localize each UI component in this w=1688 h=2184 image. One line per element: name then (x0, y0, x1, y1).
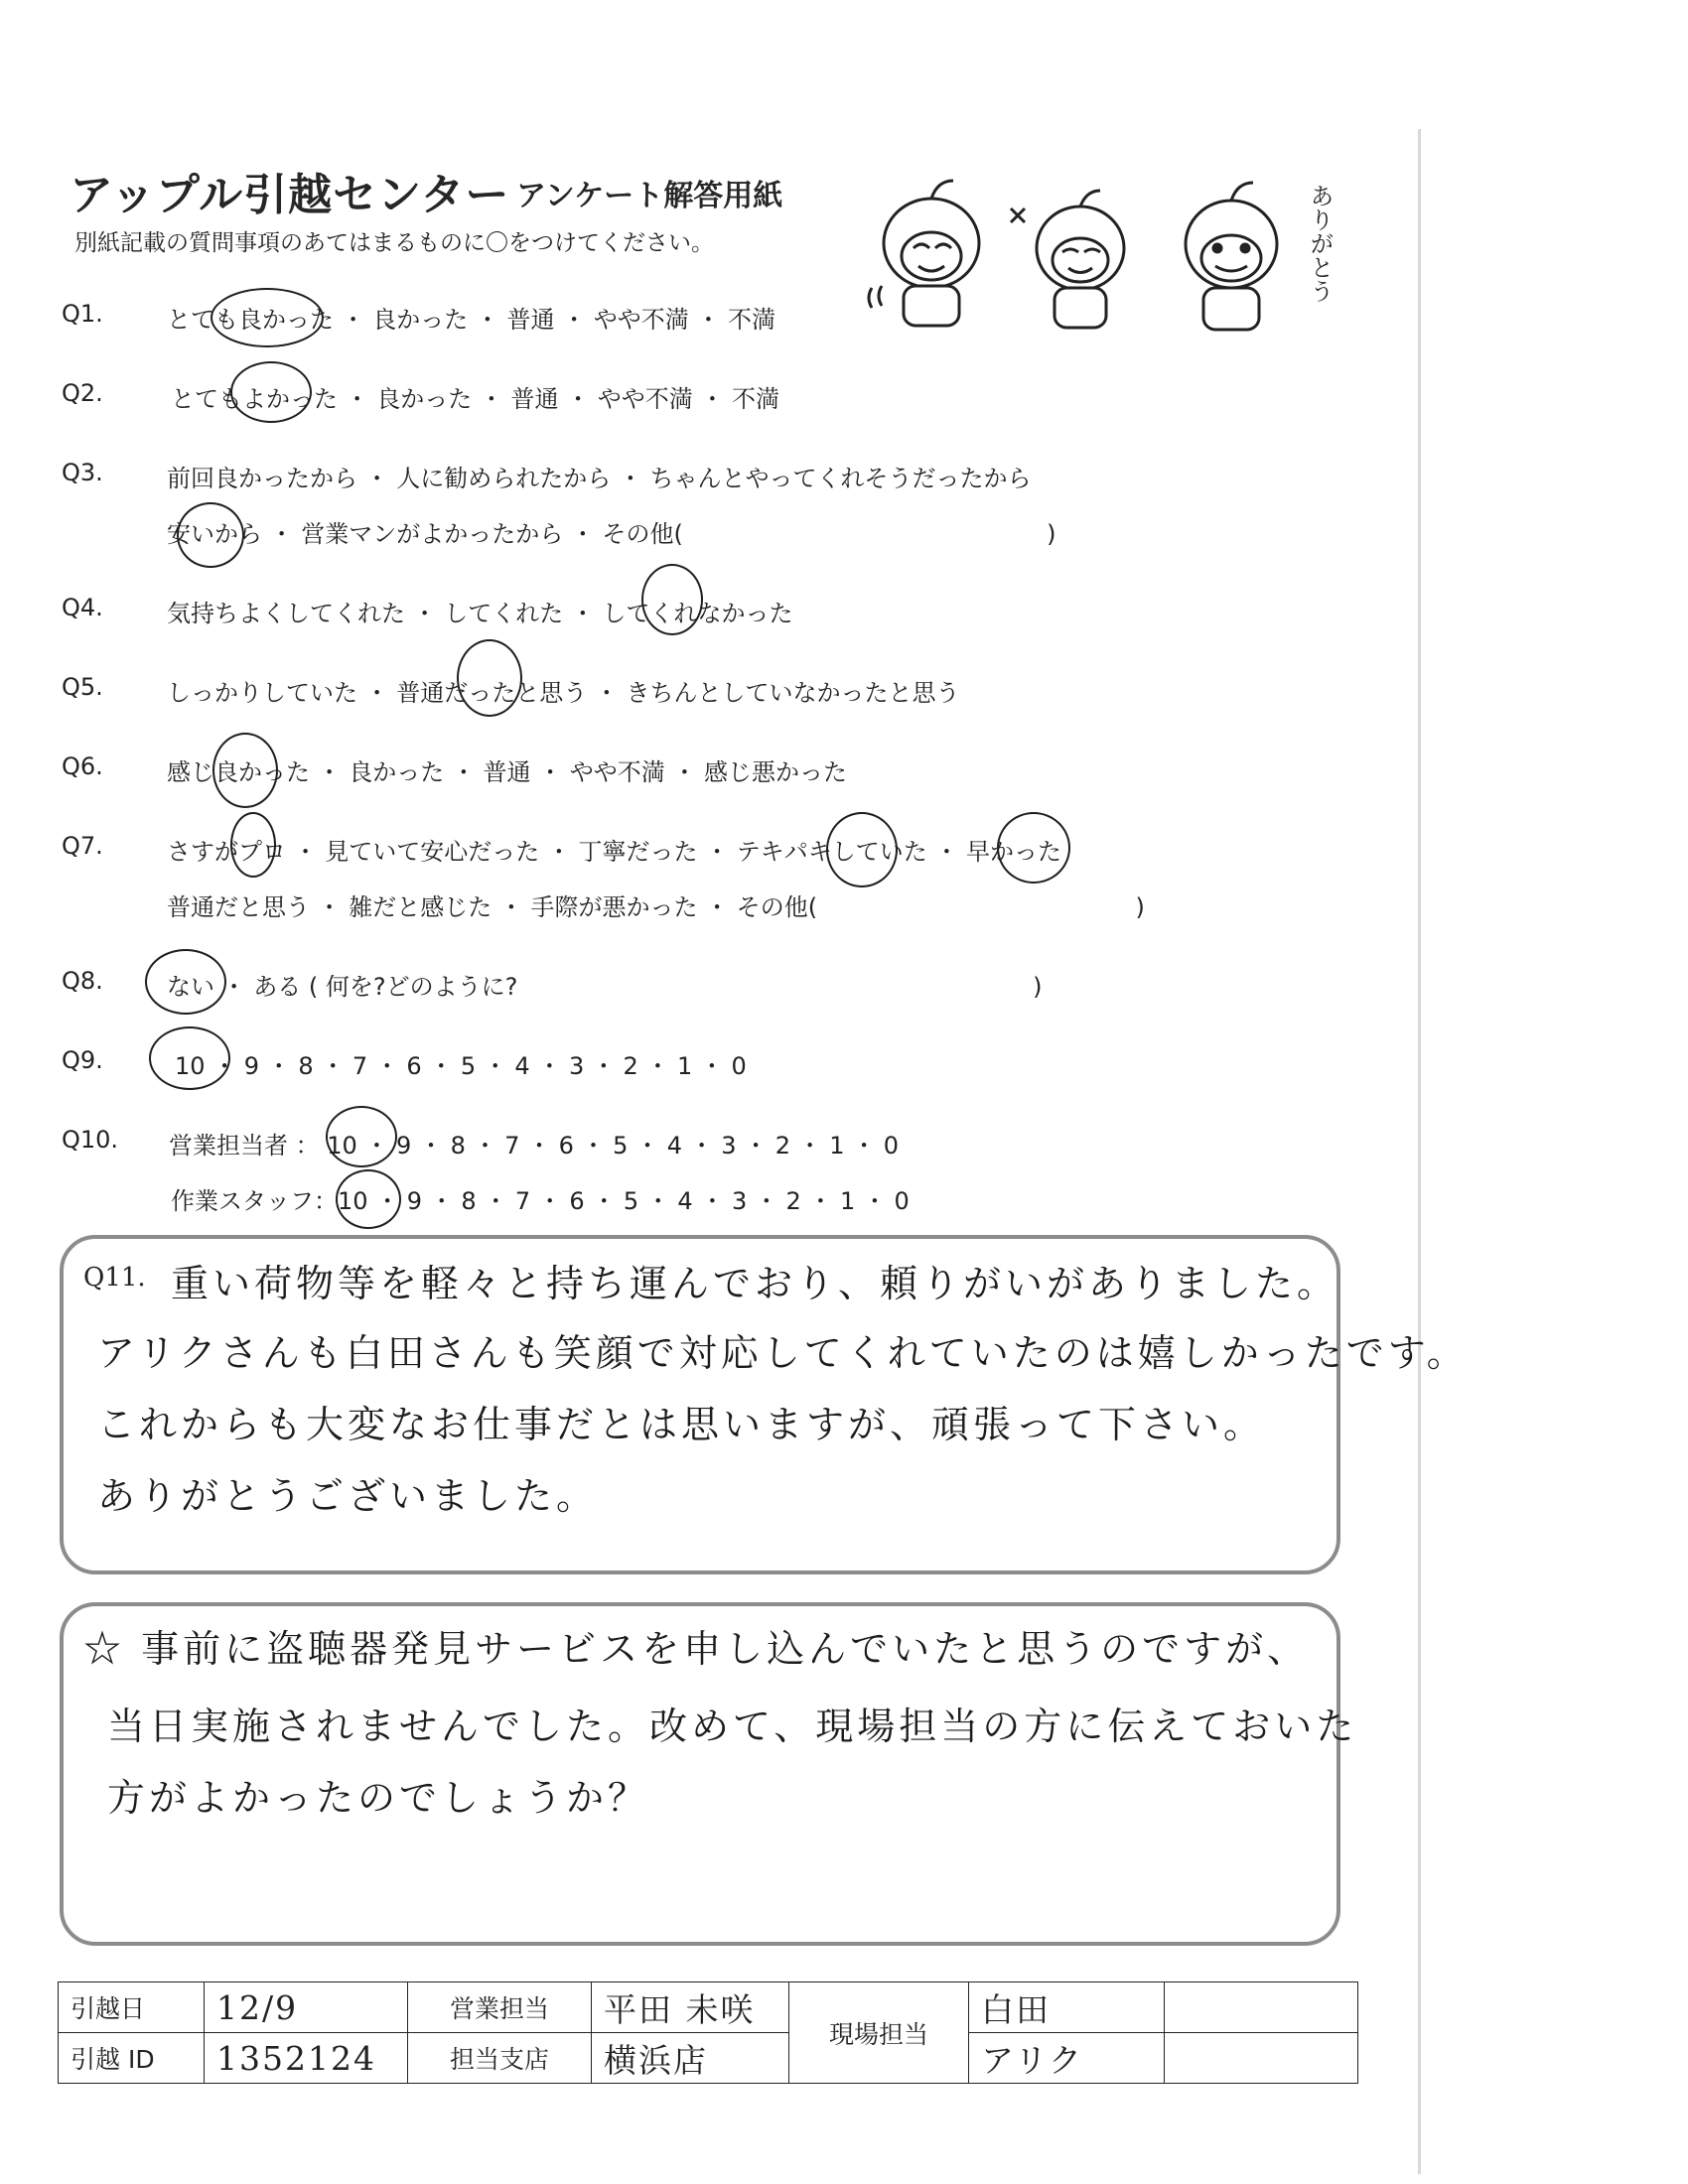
q3-options-line1: 前回良かったから ・ 人に勧められたから ・ ちゃんとやってくれそうだったから (167, 465, 1032, 492)
move-id-value: 1352124 (205, 2033, 408, 2084)
site-value-1: 白田 (969, 1982, 1165, 2033)
answer-circle (211, 288, 324, 347)
answer-circle (149, 1026, 230, 1090)
q1-options: とても良かった ・ 良かった ・ 普通 ・ やや不満 ・ 不満 (167, 306, 776, 334)
q10-options-sales: 営業担当者 ： 10 ・ 9 ・ 8 ・ 7 ・ 6 ・ 5 ・ 4 ・ 3 ・ 2 ・ 1 ・ 0 (169, 1132, 900, 1160)
mascot-illustration (864, 169, 1334, 347)
q4-options: 気持ちよくしてくれた ・ してくれた ・ してくれなかった (167, 600, 793, 627)
q2-label: Q2. (62, 379, 103, 407)
mascot-thanks-text: ありがとう (1306, 184, 1334, 303)
note-line: ☆ 事前に盗聴器発見サービスを申し込んでいたと思うのですが、 (83, 1627, 1310, 1671)
q9-options: 10 ・ 9 ・ 8 ・ 7 ・ 6 ・ 5 ・ 4 ・ 3 ・ 2 ・ 1 ・ 0 (175, 1052, 747, 1080)
q4-label: Q4. (62, 594, 103, 621)
q11-comment-line: 重い荷物等を軽々と持ち運んでおり、頼りがいがありました。 (171, 1262, 1339, 1305)
answer-circle (826, 812, 898, 887)
move-date-value: 12/9 (205, 1982, 408, 2033)
note-line: 方がよかったのでしょうか？ (107, 1776, 650, 1820)
site-value-extra (1165, 1982, 1358, 2033)
q3-options-line2: 安いから ・ 営業マンがよかったから ・ その他( ) (167, 520, 1056, 548)
q11-comment-line: これからも大変なお仕事だとは思いますが、頑張って下さい。 (97, 1403, 1266, 1446)
q11-label: Q11. (83, 1263, 146, 1293)
answer-circle (641, 564, 703, 635)
q1-label: Q1. (62, 300, 103, 328)
mascot-icon (1186, 183, 1277, 330)
q5-options: しっかりしていた ・ 普通だったと思う ・ きちんとしていなかったと思う (167, 679, 960, 707)
answer-circle (997, 812, 1070, 884)
branch-label: 担当支店 (408, 2033, 592, 2084)
q6-options: 感じ良かった ・ 良かった ・ 普通 ・ やや不満 ・ 感じ悪かった (167, 758, 848, 786)
answer-circle (145, 949, 226, 1015)
move-id-label: 引越 ID (59, 2033, 205, 2084)
q5-label: Q5. (62, 673, 103, 701)
q8-label: Q8. (62, 967, 103, 995)
instruction-text: 別紙記載の質問事項のあてはまるものに〇をつけてください。 (74, 230, 714, 256)
answer-circle (177, 502, 244, 568)
branch-value: 横浜店 (592, 2033, 789, 2084)
q6-label: Q6. (62, 752, 103, 780)
move-info-table (58, 1981, 1358, 2084)
answer-circle (457, 639, 522, 717)
form-title: アンケート解答用紙 (516, 179, 783, 213)
note-line: 当日実施されませんでした。改めて、現場担当の方に伝えておいた (107, 1705, 1358, 1748)
sales-label: 営業担当 (408, 1982, 592, 2033)
q7-options-line1: さすがプロ ・ 見ていて安心だった ・ 丁寧だった ・ テキパキしていた ・ 早かった (167, 838, 1062, 866)
sales-value: 平田 未咲 (592, 1982, 789, 2033)
q10-options-staff: 作業スタッフ：10 ・ 9 ・ 8 ・ 7 ・ 6 ・ 5 ・ 4 ・ 3 ・ 2 ・ 1 ・ 0 (171, 1187, 910, 1215)
answer-circle (230, 361, 312, 423)
answer-circle (336, 1169, 401, 1229)
q7-options-line2: 普通だと思う ・ 雑だと感じた ・ 手際が悪かった ・ その他( ) (167, 893, 1145, 921)
sheet-edge (1418, 129, 1421, 2174)
site-value-2: アリク (969, 2033, 1165, 2084)
q7-label: Q7. (62, 832, 103, 860)
q3-label: Q3. (62, 459, 103, 486)
company-title: アップル引越センター (70, 170, 510, 220)
q11-comment-line: アリクさんも白田さんも笑顔で対応してくれていたのは嬉しかったです。 (97, 1331, 1469, 1375)
mascot-icon (1011, 191, 1124, 328)
answer-circle (230, 812, 276, 878)
q8-options: ない ・ ある ( 何を?どのように? ) (167, 973, 1043, 1001)
q10-label: Q10. (62, 1126, 119, 1154)
q2-options: とてもよかった ・ 良かった ・ 普通 ・ やや不満 ・ 不満 (171, 385, 780, 413)
q9-label: Q9. (62, 1046, 103, 1074)
site-value-extra (1165, 2033, 1358, 2084)
site-label: 現場担当 (789, 1982, 969, 2084)
mascot-icon (869, 181, 979, 326)
q11-comment-line: ありがとうございました。 (97, 1474, 599, 1518)
answer-circle (326, 1106, 397, 1167)
move-date-label: 引越日 (59, 1982, 205, 2033)
answer-circle (212, 733, 278, 808)
